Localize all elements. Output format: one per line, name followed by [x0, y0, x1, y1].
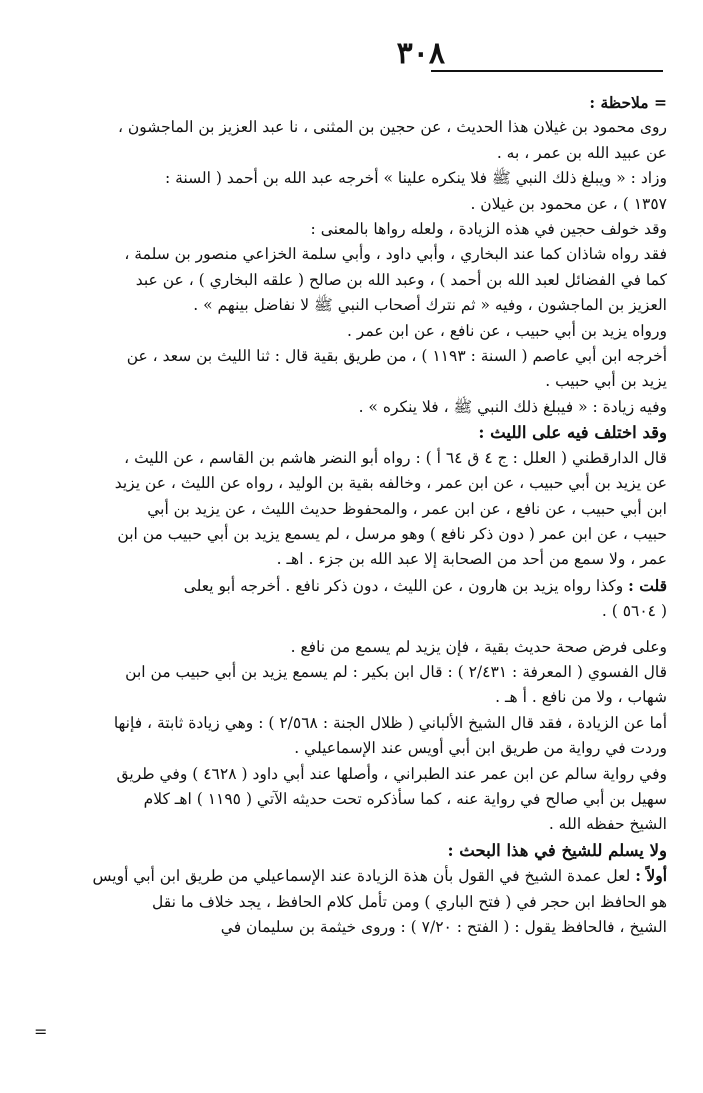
text-line: شهاب ، ولا من نافع . أ هـ .: [495, 688, 667, 707]
text-line: فقد رواه شاذان كما عند البخاري ، وأبي داود ، وأبي سلمة الخزاعي منصور بن سلمة ،: [124, 245, 667, 264]
text-line: حبيب ، عن ابن عمر ( دون ذكر نافع ) وهو مرسل ، لم يسمع يزيد بن أبي حبيب من ابن: [117, 524, 667, 543]
text-line: الشيخ ، فالحافظ يقول : ( الفتح : ٧/٢٠ ) : وروى خيثمة بن سليمان في: [220, 918, 667, 936]
text-line: ورواه يزيد بن أبي حبيب ، عن نافع ، عن ابن عمر .: [346, 321, 667, 340]
text-line: يزيد بن أبي حبيب .: [545, 372, 667, 391]
text-line: وفي رواية سالم عن ابن عمر عند الطبراني ، وأصلها عند أبي داود ( ٤٦٢٨ ) وفي طريق: [116, 764, 667, 783]
text-line: قال الفسوي ( المعرفة : ٢/٤٣١ ) : قال ابن بكير : لم يسمع يزيد بن أبي حبيب من ابن: [125, 662, 667, 681]
text-line: قال الدارقطني ( العلل : ج ٤ ق ٦٤ أ ) : رواه أبو النضر هاشم بن القاسم ، عن الليث ،: [124, 448, 667, 467]
text-line: روى محمود بن غيلان هذا الحديث ، عن حجين بن المثنى ، نا عبد العزيز بن الماجشون ،: [117, 118, 667, 137]
text-line: ( ٥٦٠٤ ) .: [601, 602, 667, 621]
text-line: قلت : وكذا رواه يزيد بن هارون ، عن الليث ، دون ذكر نافع . أخرجه أبو يعلى: [183, 575, 667, 595]
text-line: عمر ، ولا سمع من أحد من الصحابة إلا عبد الله بن جزء . اهـ .: [276, 550, 667, 569]
section-heading: وقد اختلف فيه على الليث :: [478, 423, 667, 443]
text-line: عن عبيد الله بن عمر ، به .: [496, 143, 667, 162]
section-heading: ولا يسلم للشيخ في هذا البحث :: [447, 840, 667, 860]
header-rule: [431, 70, 663, 72]
text-line: ١٣٥٧ ) ، عن محمود بن غيلان .: [470, 194, 667, 213]
body-text: [32, 90, 667, 940]
text-line: وردت في رواية من طريق ابن أبي أويس عند الإسماعيلي .: [294, 739, 667, 758]
text-line: أولاً : لعل عمدة الشيخ في القول بأن هذة الزيادة عند الإسماعيلي من طريق ابن أبي أويس: [92, 866, 667, 886]
text-line: وعلى فرض صحة حديث بقية ، فإن يزيد لم يسمع من نافع .: [290, 637, 667, 656]
text-line: وفيه زيادة : « فيبلغ ذلك النبي ﷺ ، فلا ينكره » .: [358, 397, 667, 416]
page-number: ٣٠٨: [396, 36, 445, 71]
text-line: أخرجه ابن أبي عاصم ( السنة : ١١٩٣ ) ، من طريق بقية قال : ثنا الليث بن سعد ، عن: [126, 347, 667, 366]
text-line: وقد خولف حجين في هذه الزيادة ، ولعله رواها بالمعنى :: [310, 220, 667, 239]
text-line: هو الحافظ ابن حجر في ( فتح الباري ) ومن تأمل كلام الحافظ ، يجد خلاف ما نقل: [152, 892, 667, 911]
text-line: عن يزيد بن أبي حبيب ، عن ابن عمر ، وخالفه بقية بن الوليد ، رواه عن الليث ، عن يزيد: [114, 474, 667, 493]
continuation-marker: =: [34, 1022, 48, 1041]
text-line: العزيز بن الماجشون ، وفيه « ثم نترك أصحاب النبي ﷺ لا نفاضل بينهم » .: [193, 296, 667, 315]
paragraph-gap: [32, 625, 667, 635]
text-line: أما عن الزيادة ، فقد قال الشيخ الألباني ( ظلال الجنة : ٢/٥٦٨ ) : وهي زيادة ثابتة ، فإنها: [113, 713, 667, 732]
text-line: الشيخ حفظه الله .: [548, 815, 667, 834]
text-line: سهيل بن أبي صالح في رواية عنه ، كما سأذكره تحت حديثه الآتي ( ١١٩٥ ) اهـ كلام: [143, 789, 667, 808]
text-line: وزاد : « ويبلغ ذلك النبي ﷺ فلا ينكره علينا » أخرجه عبد الله بن أحمد ( السنة :: [164, 169, 667, 188]
text-line: ابن أبي حبيب ، عن نافع ، عن ابن عمر ، والمحفوظ حديث الليث ، عن يزيد بن أبي: [147, 499, 667, 518]
text-line: = ملاحظة :: [589, 93, 667, 112]
bold-lead: قلت :: [628, 575, 667, 595]
text-line: كما في الفضائل لعبد الله بن أحمد ) ، وعبد الله بن صالح ( علقه البخاري ) ، عن عبد: [135, 270, 667, 289]
bold-lead: أولاً :: [635, 866, 667, 886]
